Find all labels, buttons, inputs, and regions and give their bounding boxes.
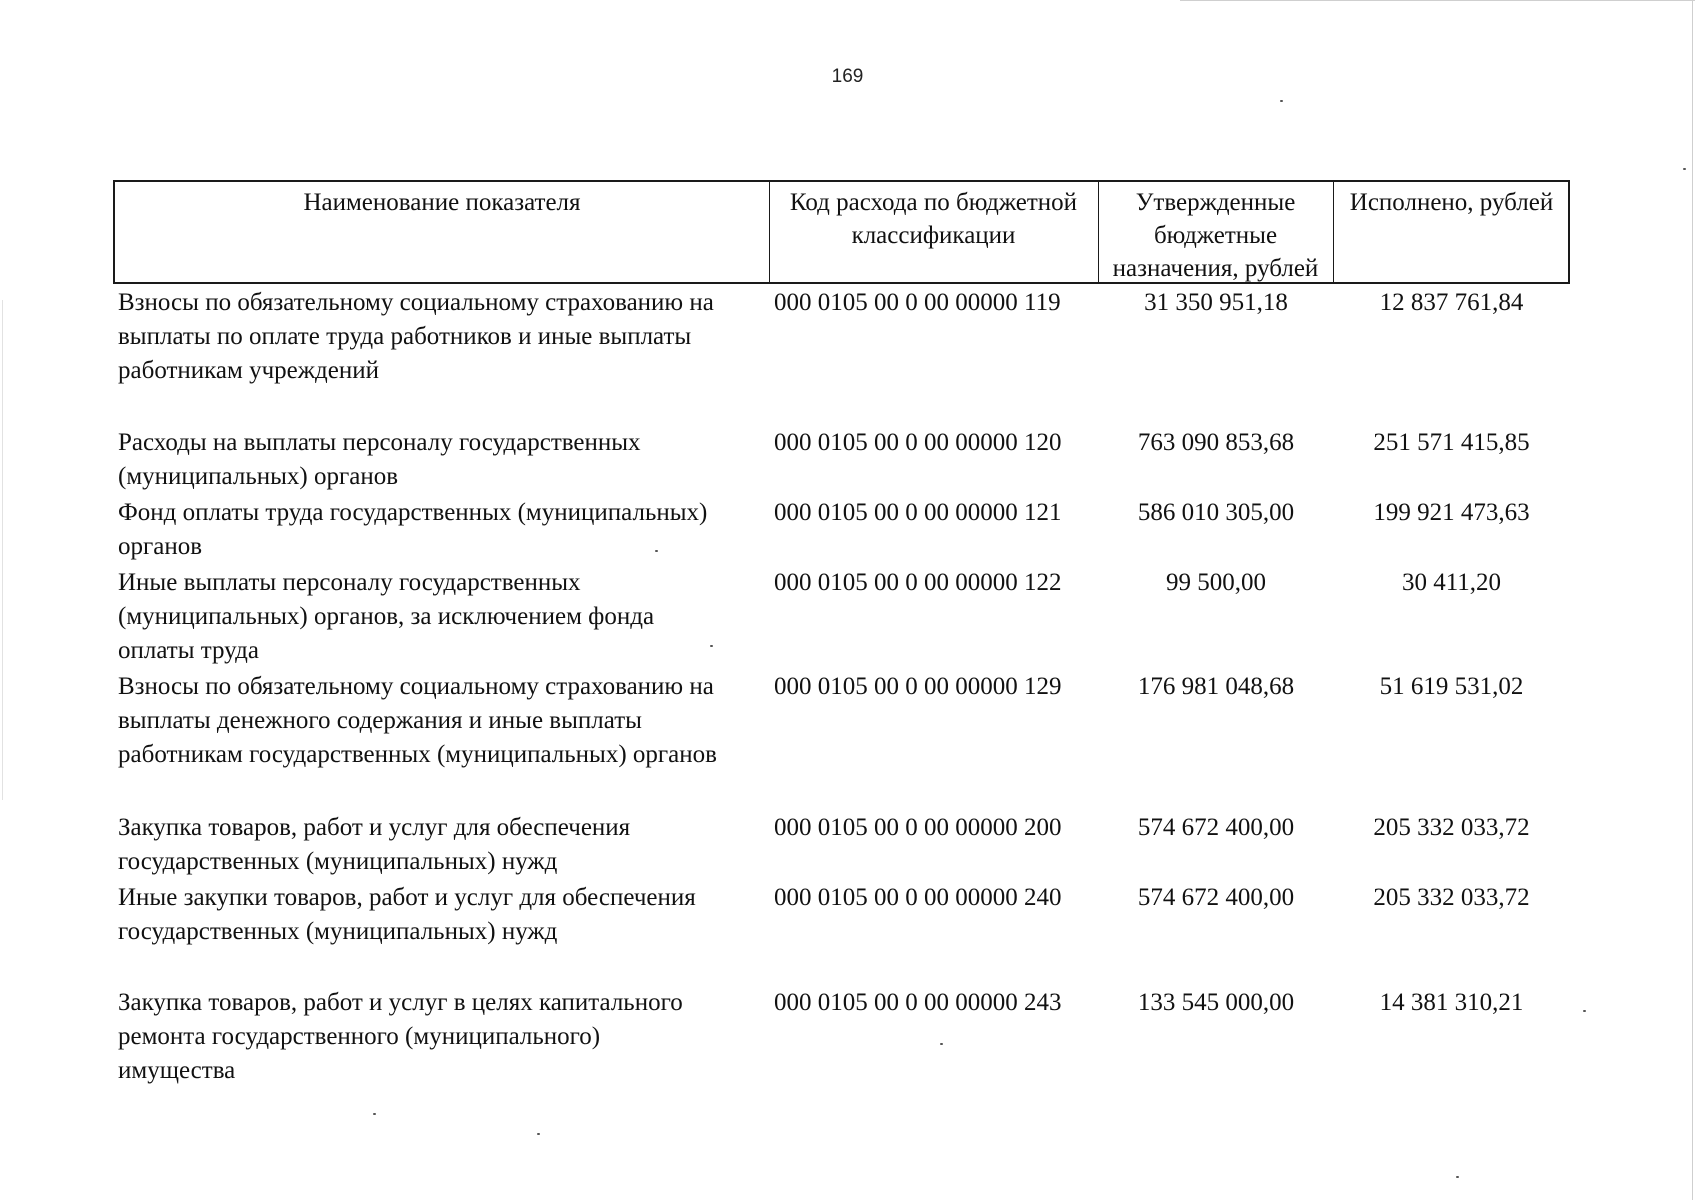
row-code: 000 0105 00 0 00 00000 122: [774, 569, 1062, 596]
row-executed: 205 332 033,72: [1373, 884, 1530, 911]
row-name: Иные выплаты персоналу государственных (муниципальных) органов, за исключением фонда оплаты труда: [118, 569, 655, 664]
row-executed: 205 332 033,72: [1373, 814, 1530, 841]
row-executed: 12 837 761,84: [1379, 289, 1524, 316]
row-name: Иные закупки товаров, работ и услуг для обеспечения государственных (муниципальных) нужд: [118, 884, 696, 945]
row-code: 000 0105 00 0 00 00000 119: [774, 289, 1061, 316]
row-executed: 30 411,20: [1401, 569, 1502, 596]
row-executed: 51 619 531,02: [1379, 673, 1524, 700]
row-name: Фонд оплаты труда государственных (муниципальных) органов: [118, 499, 708, 560]
row-name: Расходы на выплаты персоналу государственных (муниципальных) органов: [118, 429, 641, 490]
row-code: 000 0105 00 0 00 00000 121: [774, 499, 1062, 526]
row-code: 000 0105 00 0 00 00000 200: [774, 814, 1062, 841]
scan-edge-top: [1180, 0, 1695, 1]
scan-speck: [940, 1043, 943, 1045]
row-approved: 586 010 305,00: [1137, 499, 1295, 526]
row-name: Закупка товаров, работ и услуг для обеспечения государственных (муниципальных) нужд: [118, 814, 631, 875]
row-approved: 176 981 048,68: [1137, 673, 1295, 700]
page-number: 169: [831, 66, 864, 87]
row-executed: 199 921 473,63: [1373, 499, 1530, 526]
row-code: 000 0105 00 0 00 00000 129: [774, 673, 1062, 700]
row-approved: 31 350 951,18: [1144, 289, 1288, 316]
header-approved: Утвержденные бюджетные назначения, рублей: [1112, 189, 1319, 282]
row-code: 000 0105 00 0 00 00000 120: [774, 429, 1062, 456]
row-approved: 574 672 400,00: [1137, 814, 1295, 841]
row-approved: 763 090 853,68: [1137, 429, 1295, 456]
scan-edge-right: [1692, 0, 1693, 1200]
header-budget-code: Код расхода по бюджетной классификации: [789, 189, 1078, 249]
scan-speck: [1683, 168, 1686, 170]
header-indicator-name: Наименование показателя: [303, 189, 581, 216]
row-approved: 133 545 000,00: [1137, 989, 1295, 1016]
scan-speck: [1583, 1010, 1586, 1012]
scan-speck: [1456, 1176, 1459, 1178]
scan-speck: [537, 1133, 540, 1135]
row-executed: 251 571 415,85: [1373, 429, 1530, 456]
row-executed: 14 381 310,21: [1379, 989, 1524, 1016]
scan-speck: [373, 1113, 376, 1115]
row-approved: 574 672 400,00: [1137, 884, 1295, 911]
row-name: Взносы по обязательному социальному страхованию на выплаты денежного содержания и иные выплаты работникам государственных (муниципальных) органов: [118, 673, 717, 768]
scan-edge-left: [2, 300, 3, 800]
header-executed: Исполнено, рублей: [1349, 189, 1554, 216]
row-code: 000 0105 00 0 00 00000 243: [774, 989, 1062, 1016]
row-approved: 99 500,00: [1166, 569, 1266, 596]
row-name: Взносы по обязательному социальному страхованию на выплаты по оплате труда работников и иные выплаты работникам учреждений: [118, 289, 714, 384]
row-name: Закупка товаров, работ и услуг в целях капитального ремонта государственного (муниципального) имущества: [118, 989, 683, 1084]
scan-speck: [1280, 100, 1283, 102]
table-header: [113, 180, 1570, 284]
row-code: 000 0105 00 0 00 00000 240: [774, 884, 1062, 911]
